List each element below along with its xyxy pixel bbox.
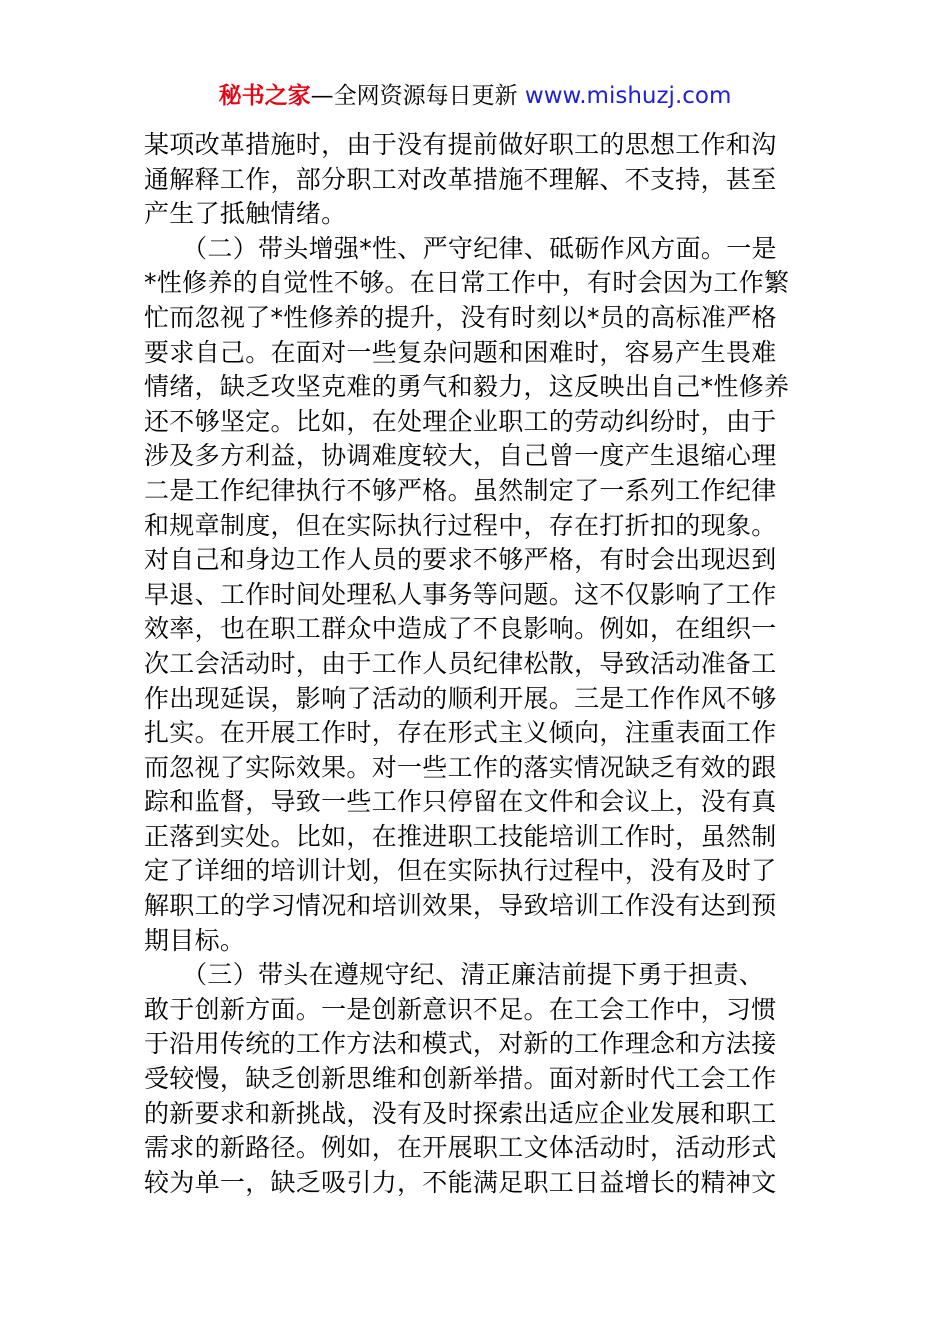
text-line: 解职工的学习情况和培训效果，导致培训工作没有达到预 (144, 891, 777, 921)
text-line: 期目标。 (144, 925, 246, 955)
text-line: 而忽视了实际效果。对一些工作的落实情况缺乏有效的跟 (144, 752, 777, 782)
text-line: 早退、工作时间处理私人事务等问题。这不仅影响了工作 (144, 579, 777, 609)
text-line: 涉及多方利益，协调难度较大，自己曾一度产生退缩心理 (144, 441, 777, 471)
text-line: 正落到实处。比如，在推进职工技能培训工作时，虽然制 (144, 821, 777, 851)
text-line: 于沿用传统的工作方法和模式，对新的工作理念和方法接 (144, 1029, 777, 1059)
text-line: （三）带头在遵规守纪、清正廉洁前提下勇于担责、 (144, 960, 765, 990)
text-line: 通解释工作，部分职工对改革措施不理解、不支持，甚至 (144, 164, 777, 194)
text-line: 和规章制度，但在实际执行过程中，存在打折扣的现象。 (144, 510, 777, 540)
text-line: 定了详细的培训计划，但在实际执行过程中，没有及时了 (144, 856, 777, 886)
header-slogan: —全网资源每日更新 (310, 83, 525, 109)
text-line: 情绪，缺乏攻坚克难的勇气和毅力，这反映出自己*性修养 (144, 372, 790, 402)
text-line: 扎实。在开展工作时，存在形式主义倾向，注重表面工作 (144, 718, 777, 748)
text-line: 要求自己。在面对一些复杂问题和困难时，容易产生畏难 (144, 337, 777, 367)
text-line: 需求的新路径。例如，在开展职工文体活动时，活动形式 (144, 1133, 777, 1163)
page-header (0, 80, 950, 112)
text-line: 作出现延误，影响了活动的顺利开展。三是工作作风不够 (144, 683, 777, 713)
document-body (144, 128, 808, 1200)
text-line: 产生了抵触情绪。 (144, 199, 347, 229)
text-line: 较为单一，缺乏吸引力，不能满足职工日益增长的精神文 (144, 1167, 777, 1197)
site-url[interactable]: www.mishuzj.com (524, 83, 732, 109)
text-line: 的新要求和新挑战，没有及时探索出适应企业发展和职工 (144, 1098, 777, 1128)
text-line: （二）带头增强*性、严守纪律、砥砺作风方面。一是 (144, 233, 777, 263)
text-line: 次工会活动时，由于工作人员纪律松散，导致活动准备工 (144, 648, 777, 678)
text-line: 二是工作纪律执行不够严格。虽然制定了一系列工作纪律 (144, 475, 777, 505)
text-line: 忙而忽视了*性修养的提升，没有时刻以*员的高标准严格 (144, 302, 777, 332)
text-line: 敢于创新方面。一是创新意识不足。在工会工作中，习惯 (144, 994, 777, 1024)
text-line: 受较慢，缺乏创新思维和创新举措。面对新时代工会工作 (144, 1064, 777, 1094)
text-line: 还不够坚定。比如，在处理企业职工的劳动纠纷时，由于 (144, 406, 777, 436)
text-line: 对自己和身边工作人员的要求不够严格，有时会出现迟到 (144, 545, 777, 575)
text-line: 效率，也在职工群众中造成了不良影响。例如，在组织一 (144, 614, 777, 644)
text-line: 踪和监督，导致一些工作只停留在文件和会议上，没有真 (144, 787, 777, 817)
text-line: 某项改革措施时，由于没有提前做好职工的思想工作和沟 (144, 130, 777, 159)
text-line: *性修养的自觉性不够。在日常工作中，有时会因为工作繁 (144, 268, 790, 298)
brand-name: 秘书之家 (218, 83, 311, 109)
